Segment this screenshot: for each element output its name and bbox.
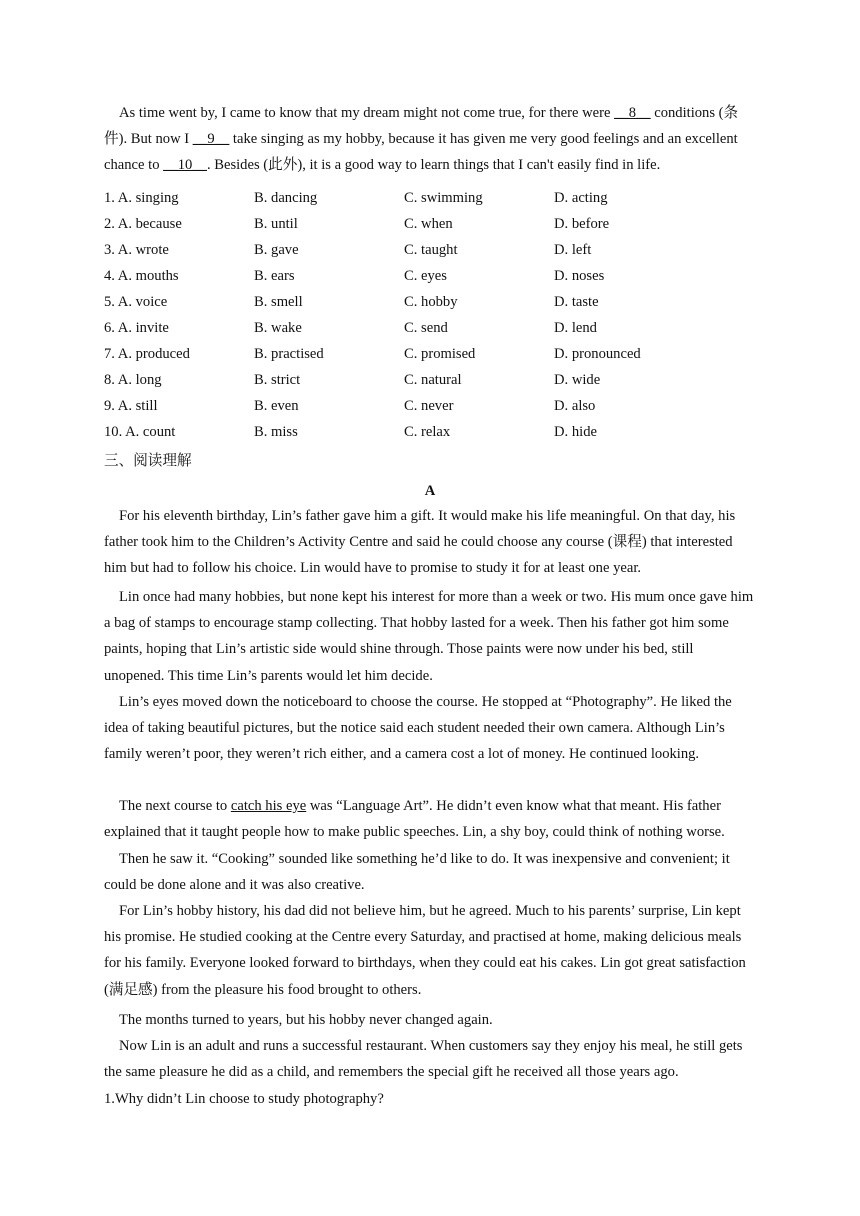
option-c: C. promised bbox=[404, 346, 476, 362]
option-row-4 bbox=[104, 263, 756, 289]
option-d: D. wide bbox=[554, 372, 601, 388]
option-d: D. pronounced bbox=[554, 346, 641, 362]
option-d: D. taste bbox=[554, 294, 599, 310]
passage-paragraph-7: The months turned to years, but his hobby never changed again. bbox=[119, 1012, 493, 1028]
passage-paragraph-6: For Lin’s hobby history, his dad did not believe him, but he agreed. Much to his parents’ surprise, Lin kept his promise. He studied cooking at the Centre every Saturday, and practised at home, making delicious meals for his family. Everyone looked forward to birthdays, when they could eat his cakes. Lin got great satisfaction (满足感) from the pleasure his food brought to others. bbox=[104, 903, 746, 998]
option-row-7 bbox=[104, 341, 756, 367]
option-row-5 bbox=[104, 289, 756, 315]
option-a: 8. A. long bbox=[104, 372, 162, 388]
option-row-1 bbox=[104, 185, 756, 211]
option-row-8 bbox=[104, 367, 756, 393]
passage-title: A bbox=[424, 483, 436, 499]
option-d: D. acting bbox=[554, 190, 608, 206]
passage-paragraph-2: Lin once had many hobbies, but none kept his interest for more than a week or two. His mum once gave him a bag of stamps to encourage stamp collecting. That hobby lasted for a week. Then his father got him some paints, hoping that Lin’s artistic side would shine through. Those paints were now under his bed, still unopened. This time Lin’s parents would let him decide. bbox=[104, 589, 754, 684]
option-b: B. strict bbox=[254, 372, 301, 388]
blank-9: __9__ bbox=[192, 131, 230, 148]
option-a: 10. A. count bbox=[104, 424, 176, 440]
option-c: C. hobby bbox=[404, 294, 458, 310]
cloze-text: take singing as my hobby, because it has given me very good feelings and an excellent chance to bbox=[104, 131, 738, 174]
option-row-10 bbox=[104, 419, 756, 445]
option-c: C. send bbox=[404, 320, 448, 336]
option-a: 4. A. mouths bbox=[104, 268, 179, 284]
option-d: D. left bbox=[554, 242, 592, 258]
cloze-text: . Besides (此外), it is a good way to learn things that I can't easily find in life. bbox=[206, 157, 661, 174]
option-row-3 bbox=[104, 237, 756, 263]
option-a: 5. A. voice bbox=[104, 294, 168, 310]
option-a: 6. A. invite bbox=[104, 320, 169, 336]
option-c: C. eyes bbox=[404, 268, 447, 284]
option-b: B. practised bbox=[254, 346, 324, 362]
underlined-phrase: catch his eye bbox=[230, 798, 307, 814]
option-b: B. miss bbox=[254, 424, 298, 440]
option-b: B. even bbox=[254, 398, 299, 414]
option-row-2 bbox=[104, 211, 756, 237]
blank-10: __10__ bbox=[163, 157, 207, 174]
option-b: B. dancing bbox=[254, 190, 318, 206]
option-b: B. until bbox=[254, 216, 298, 232]
question-1: 1.Why didn’t Lin choose to study photography? bbox=[104, 1091, 384, 1107]
option-c: C. relax bbox=[404, 424, 451, 440]
passage-text: The next course to bbox=[119, 798, 231, 814]
option-d: D. before bbox=[554, 216, 610, 232]
passage-paragraph-1: For his eleventh birthday, Lin’s father gave him a gift. It would make his life meaningful. On that day, his father took him to the Children’s Activity Centre and said he could choose any course (课程) that interested him but had to follow his choice. Lin would have to promise to study it for at least one year. bbox=[104, 508, 736, 577]
option-d: D. noses bbox=[554, 268, 605, 284]
option-c: C. swimming bbox=[404, 190, 483, 206]
option-b: B. ears bbox=[254, 268, 295, 284]
passage-text: was “Language Art”. He didn’t even know what that meant. His father explained that it taught people how to make public speeches. Lin, a shy boy, could think of nothing worse. bbox=[104, 798, 725, 841]
option-c: C. taught bbox=[404, 242, 458, 258]
section-heading: 三、阅读理解 bbox=[104, 453, 192, 469]
option-row-6 bbox=[104, 315, 756, 341]
cloze-text: conditions (条件). But now I bbox=[104, 105, 739, 148]
option-a: 3. A. wrote bbox=[104, 242, 169, 258]
option-a: 1. A. singing bbox=[104, 190, 179, 206]
option-b: B. gave bbox=[254, 242, 299, 258]
option-a: 7. A. produced bbox=[104, 346, 190, 362]
option-c: C. when bbox=[404, 216, 453, 232]
passage-paragraph-8: Now Lin is an adult and runs a successful restaurant. When customers say they enjoy his meal, he still gets the same pleasure he did as a child, and remembers the special gift he received all those years ago. bbox=[104, 1038, 743, 1081]
option-row-9 bbox=[104, 393, 756, 419]
blank-8: __8__ bbox=[614, 105, 651, 121]
cloze-text: As time went by, I came to know that my dream might not come true, for there were bbox=[119, 105, 615, 121]
option-a: 2. A. because bbox=[104, 216, 182, 232]
passage-paragraph-5: Then he saw it. “Cooking” sounded like something he’d like to do. It was inexpensive and convenient; it could be done alone and it was also creative. bbox=[104, 851, 730, 894]
option-a: 9. A. still bbox=[104, 398, 158, 414]
option-b: B. smell bbox=[254, 294, 303, 310]
option-c: C. never bbox=[404, 398, 454, 414]
passage-paragraph-4 bbox=[104, 793, 756, 845]
option-d: D. lend bbox=[554, 320, 597, 336]
cloze-paragraph-end bbox=[104, 100, 756, 179]
option-d: D. also bbox=[554, 398, 596, 414]
passage-paragraph-3: Lin’s eyes moved down the noticeboard to choose the course. He stopped at “Photography”. He liked the idea of taking beautiful pictures, but the notice said each student needed their own camera. Although Lin’s family weren’t poor, they weren’t rich either, and a camera cost a lot of money. He continued looking. bbox=[104, 694, 732, 763]
option-c: C. natural bbox=[404, 372, 462, 388]
option-b: B. wake bbox=[254, 320, 302, 336]
option-d: D. hide bbox=[554, 424, 597, 440]
